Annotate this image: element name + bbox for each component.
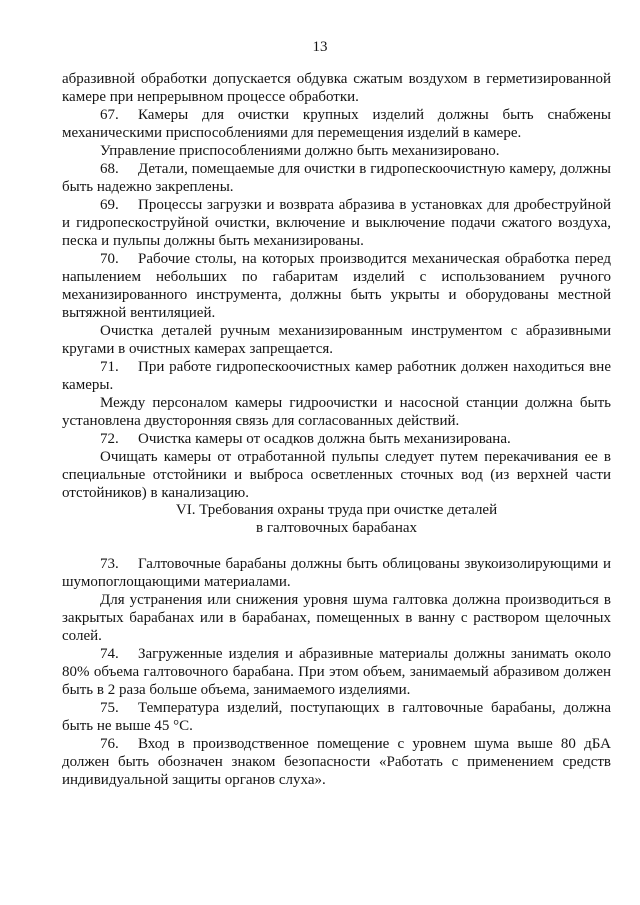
clause-number: 67.	[100, 107, 119, 123]
paragraphs-block-bottom	[62, 555, 611, 789]
paragraph	[62, 358, 611, 394]
clause-number: 72.	[100, 431, 119, 447]
paragraph	[62, 70, 611, 106]
paragraphs-block-top	[62, 70, 611, 502]
paragraph-text: Управление приспособлениями должно быть механизировано.	[100, 143, 500, 159]
paragraph	[62, 142, 611, 160]
paragraph	[62, 699, 611, 735]
paragraph	[62, 106, 611, 142]
paragraph-text: Очистка деталей ручным механизированным инструментом с абразивными кругами в очистных камерах запрещается.	[62, 323, 611, 357]
paragraph	[62, 448, 611, 502]
paragraph-text: Очищать камеры от отработанной пульпы следует путем перекачивания ее в специальные отстойники и выброса осветленных сточных вод (из верхней части отстойников) в канализацию.	[62, 449, 611, 501]
clause-number: 73.	[100, 556, 119, 572]
clause-text: Вход в производственное помещение с уровнем шума выше 80 дБА должен быть обозначен знаком безопасности «Работать с применением средств индивидуальной защиты органов слуха».	[62, 736, 611, 788]
paragraph	[62, 160, 611, 196]
paragraph-text: Между персоналом камеры гидроочистки и насосной станции должна быть установлена двусторонняя связь для согласованных действий.	[62, 395, 611, 429]
clause-number: 74.	[100, 646, 119, 662]
section-heading-line-2: в галтовочных барабанах	[255, 520, 418, 536]
paragraph	[62, 394, 611, 430]
clause-text: Рабочие столы, на которых производится механическая обработка перед напылением небольших по габаритам изделий с использованием ручного механизированного инструмента, должны быть укрыты и оборудованы местной вытяжной вентиляцией.	[62, 251, 611, 321]
clause-text: Процессы загрузки и возврата абразива в установках для дробеструйной и гидропескоструйной очистки, включение и выключение подачи сжатого воздуха, песка и пульпы должны быть механизированы.	[62, 197, 611, 249]
clause-number: 71.	[100, 359, 119, 375]
page-number: 13	[312, 39, 328, 55]
paragraph	[62, 555, 611, 591]
section-heading	[62, 501, 611, 537]
paragraph	[62, 645, 611, 699]
clause-number: 70.	[100, 251, 119, 267]
clause-text: Галтовочные барабаны должны быть облицованы звукоизолирующими и шумопоглощающими материалами.	[62, 556, 611, 590]
paragraph	[62, 430, 611, 448]
paragraph	[62, 322, 611, 358]
clause-text: Детали, помещаемые для очистки в гидропескоочистную камеру, должны быть надежно закреплены.	[62, 161, 611, 195]
paragraph-text: Для устранения или снижения уровня шума галтовка должна производиться в закрытых барабанах или в барабанах, помещенных в ванну с раствором щелочных солей.	[62, 592, 611, 644]
clause-text: Очистка камеры от осадков должна быть механизирована.	[138, 431, 511, 447]
paragraph	[62, 735, 611, 789]
section-heading-line-1: VI. Требования охраны труда при очистке деталей	[175, 502, 498, 518]
paragraph	[62, 250, 611, 322]
clause-number: 69.	[100, 197, 119, 213]
paragraph-text: абразивной обработки допускается обдувка сжатым воздухом в герметизированной камере при непрерывном процессе обработки.	[62, 71, 611, 105]
paragraph	[62, 591, 611, 645]
clause-number: 76.	[100, 736, 119, 752]
clause-number: 68.	[100, 161, 119, 177]
clause-text: При работе гидропескоочистных камер работник должен находиться вне камеры.	[62, 359, 611, 393]
clause-text: Температура изделий, поступающих в галтовочные барабаны, должна быть не выше 45 °С.	[62, 700, 611, 734]
paragraph	[62, 196, 611, 250]
clause-number: 75.	[100, 700, 119, 716]
clause-text: Камеры для очистки крупных изделий должны быть снабжены механическими приспособлениями для перемещения изделий в камере.	[62, 107, 611, 141]
clause-text: Загруженные изделия и абразивные материалы должны занимать около 80% объема галтовочного барабана. При этом объем, занимаемый абразивом должен быть в 2 раза больше объема, занимаемого изделиями.	[62, 646, 611, 698]
